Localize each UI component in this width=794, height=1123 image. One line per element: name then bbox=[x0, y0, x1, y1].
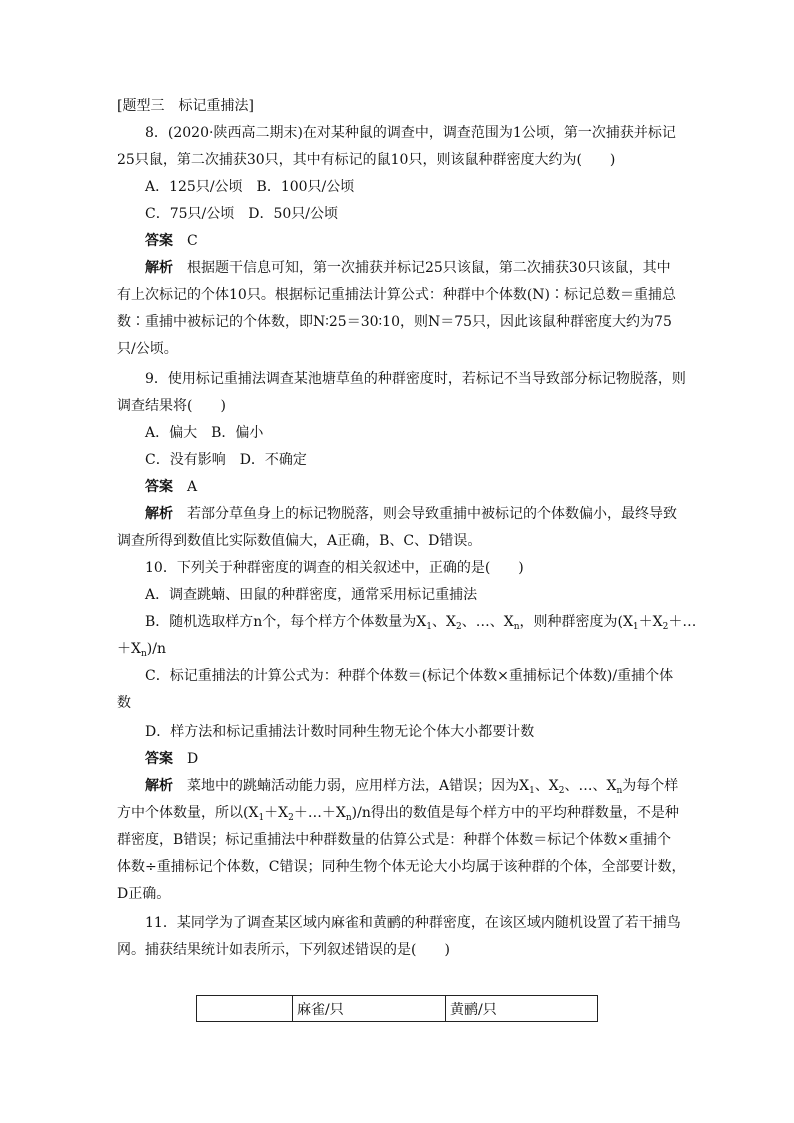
answer-value: A bbox=[187, 479, 198, 495]
question-10-explanation-line4: 体数÷重捕标记个体数，C错误；同种生物个体无论大小均属于该种群的个体，全部要计数， bbox=[117, 859, 686, 875]
question-9-stem-line1: 9．使用标记重捕法调查某池塘草鱼的种群密度时，若标记不当导致部分标记物脱落，则 bbox=[145, 371, 686, 387]
question-10-option-a: A．调查跳蝻、田鼠的种群密度，通常采用标记重捕法 bbox=[145, 587, 478, 603]
answer-label: 答案 bbox=[145, 233, 173, 249]
answer-value: D bbox=[187, 751, 199, 767]
question-10-option-b-line1: B．随机选取样方n个，每个样方个体数量为$X_1$、$X_2$、…、$X_n$，则种群密度为($X_1+X_2+\dots$ bbox=[145, 614, 697, 632]
question-8-options-cd: C．75只/公顷 D．50只/公顷 bbox=[145, 206, 338, 222]
question-9-options-ab: A．偏大 B．偏小 bbox=[145, 425, 264, 441]
question-10-option-d: D．样方法和标记重捕法计数时同种生物无论个体大小都要计数 bbox=[145, 724, 535, 740]
question-10-explanation-line2: 方中个体数量，所以$(X_1+X_2+\dots+X_n)/n$得出的数值是每个样方中的平均种群数量，不是种 bbox=[117, 805, 679, 823]
question-8-answer bbox=[145, 231, 198, 251]
question-9-answer bbox=[145, 477, 197, 497]
capture-table bbox=[196, 995, 598, 1022]
question-11-stem-line2: 网。捕获结果统计如表所示，下列叙述错误的是( ) bbox=[117, 942, 450, 958]
answer-label: 答案 bbox=[145, 751, 173, 767]
table-header-cell: 麻雀/只 bbox=[293, 996, 446, 1021]
question-10-option-c-line2: 数 bbox=[117, 695, 131, 711]
section-heading: [题型三 标记重捕法] bbox=[117, 98, 254, 114]
answer-label: 答案 bbox=[145, 479, 173, 495]
question-9-options-cd: C．没有影响 D．不确定 bbox=[145, 452, 307, 468]
question-8-stem-line2: 25只鼠，第二次捕获30只，其中有标记的鼠10只，则该鼠种群密度大约为( ) bbox=[117, 152, 616, 168]
explanation-text: 若部分草鱼身上的标记物脱落，则会导致重捕中被标记的个体数偏小，最终导致 bbox=[187, 506, 677, 522]
explanation-label: 解析 bbox=[145, 506, 173, 522]
question-8-options-ab: A．125只/公顷 B．100只/公顷 bbox=[145, 179, 355, 195]
question-10-explanation-line1: 解析 菜地中的跳蝻活动能力弱，应用样方法，A错误；因为$X_1$、$X_2$、…、$X_n$为每个样 bbox=[145, 778, 679, 796]
question-10-answer bbox=[145, 749, 198, 769]
table-header-cell bbox=[197, 996, 293, 1021]
table-header-cell: 黄鹂/只 bbox=[450, 1002, 497, 1018]
question-8-stem-line1: 8．(2020·陕西高二期末)在对某种鼠的调查中，调查范围为1公顷，第一次捕获并标记 bbox=[145, 125, 676, 141]
question-9-stem-line2: 调查结果将( ) bbox=[117, 398, 226, 414]
question-10-explanation-line3: 群密度，B错误；标记重捕法中种群数量的估算公式是：种群个体数＝标记个体数×重捕个 bbox=[117, 832, 672, 848]
question-10-explanation-line5: D正确。 bbox=[117, 886, 171, 902]
question-8-explanation-line1 bbox=[145, 258, 671, 278]
explanation-label: 解析 bbox=[145, 260, 173, 276]
question-10-option-b-line2: $+X_n)/n$ bbox=[117, 641, 166, 659]
question-10-option-c-line1: C．标记重捕法的计算公式为：种群个体数＝(标记个体数×重捕标记个体数)/重捕个体 bbox=[145, 668, 674, 684]
question-10-stem: 10．下列关于种群密度的调查的相关叙述中，正确的是( ) bbox=[145, 560, 524, 576]
question-9-explanation-line1 bbox=[145, 504, 677, 524]
question-8-explanation-line4: 只/公顷。 bbox=[117, 341, 178, 357]
question-9-explanation-line2: 调查所得到数值比实际数值偏大，A正确，B、C、D错误。 bbox=[117, 533, 482, 549]
answer-value: C bbox=[187, 233, 198, 249]
question-11-stem-line1: 11．某同学为了调查某区域内麻雀和黄鹂的种群密度，在该区域内随机设置了若干捕鸟 bbox=[145, 915, 681, 931]
question-8-explanation-line2: 有上次标记的个体10只。根据标记重捕法计算公式：种群中个体数(N)∶标记总数＝重捕总 bbox=[117, 287, 676, 303]
explanation-label: 解析 bbox=[145, 778, 173, 794]
question-8-explanation-line3: 数∶重捕中被标记的个体数，即N∶25＝30∶10，则N＝75只，因此该鼠种群密度大约为75 bbox=[117, 314, 672, 330]
explanation-text: 根据题干信息可知，第一次捕获并标记25只该鼠，第二次捕获30只该鼠，其中 bbox=[187, 260, 671, 276]
